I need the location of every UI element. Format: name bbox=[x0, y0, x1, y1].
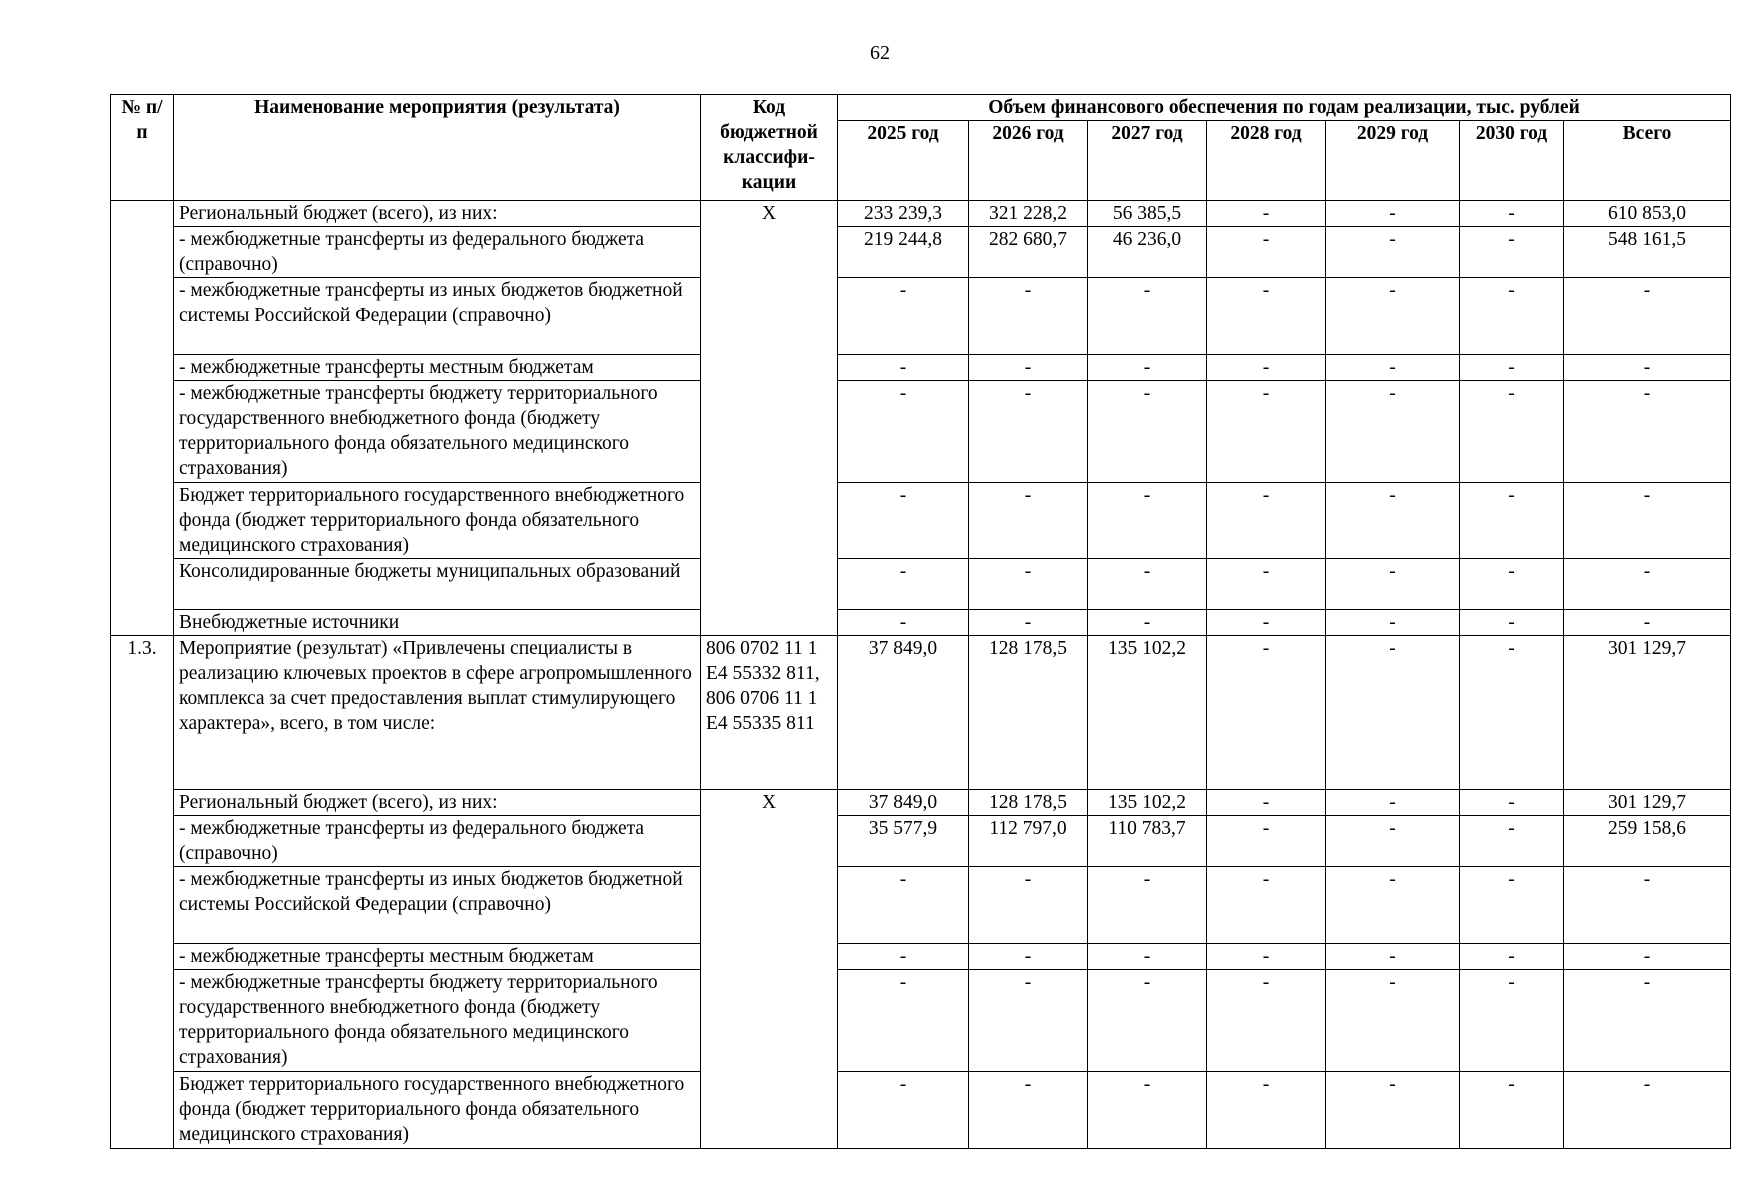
table-row bbox=[111, 867, 1731, 944]
value-cell: 112 797,0 bbox=[969, 816, 1088, 867]
value-cell: - bbox=[838, 867, 969, 944]
value-cell: 35 577,9 bbox=[838, 816, 969, 867]
value-cell: - bbox=[1326, 867, 1460, 944]
value-cell: - bbox=[1460, 944, 1564, 970]
value-cell: - bbox=[1207, 790, 1326, 816]
table-row bbox=[111, 227, 1731, 278]
value-cell: - bbox=[1460, 636, 1564, 790]
table-row bbox=[111, 944, 1731, 970]
value-cell: - bbox=[838, 483, 969, 559]
value-cell: - bbox=[1207, 1072, 1326, 1149]
row-name: - межбюджетные трансферты из федерального бюджета (справочно) bbox=[174, 816, 701, 867]
value-cell: - bbox=[1326, 278, 1460, 355]
value-cell: - bbox=[1460, 559, 1564, 610]
value-cell: - bbox=[1460, 381, 1564, 483]
row-name: Региональный бюджет (всего), из них: bbox=[174, 201, 701, 227]
value-cell: - bbox=[1326, 1072, 1460, 1149]
value-cell: - bbox=[1207, 381, 1326, 483]
table-row bbox=[111, 278, 1731, 355]
value-cell: - bbox=[1088, 610, 1207, 636]
value-cell: - bbox=[1460, 278, 1564, 355]
value-cell: - bbox=[1326, 790, 1460, 816]
value-cell: 56 385,5 bbox=[1088, 201, 1207, 227]
value-cell: - bbox=[1564, 970, 1731, 1072]
value-cell: - bbox=[1564, 944, 1731, 970]
value-cell: - bbox=[838, 970, 969, 1072]
table-row bbox=[111, 355, 1731, 381]
value-cell: - bbox=[838, 559, 969, 610]
budget-code: 806 0702 11 1 Е4 55332 811, 806 0706 11 1 Е4 55335 811 bbox=[701, 636, 838, 790]
value-cell: - bbox=[1564, 610, 1731, 636]
value-cell: - bbox=[1326, 610, 1460, 636]
value-cell: 110 783,7 bbox=[1088, 816, 1207, 867]
table-row bbox=[111, 790, 1731, 816]
header-year: 2026 год bbox=[969, 121, 1088, 201]
value-cell: - bbox=[1088, 483, 1207, 559]
row-name: - межбюджетные трансферты местным бюджетам bbox=[174, 944, 701, 970]
value-cell: - bbox=[1460, 201, 1564, 227]
value-cell: - bbox=[1088, 867, 1207, 944]
value-cell: - bbox=[1460, 610, 1564, 636]
value-cell: - bbox=[1564, 355, 1731, 381]
value-cell: - bbox=[838, 278, 969, 355]
row-name: Региональный бюджет (всего), из них: bbox=[174, 790, 701, 816]
value-cell: 301 129,7 bbox=[1564, 790, 1731, 816]
value-cell: - bbox=[838, 1072, 969, 1149]
value-cell: - bbox=[1207, 636, 1326, 790]
row-name: - межбюджетные трансферты из иных бюджетов бюджетной системы Российской Федерации (справочно) bbox=[174, 278, 701, 355]
value-cell: - bbox=[1326, 816, 1460, 867]
value-cell: - bbox=[1088, 970, 1207, 1072]
value-cell: - bbox=[1564, 381, 1731, 483]
value-cell: - bbox=[1207, 483, 1326, 559]
value-cell: - bbox=[1460, 790, 1564, 816]
value-cell: 548 161,5 bbox=[1564, 227, 1731, 278]
row-name: - межбюджетные трансферты бюджету территориального государственного внебюджетного фонда (бюджету территориального фонда обязательного медицинского страхования) bbox=[174, 381, 701, 483]
value-cell: - bbox=[1460, 355, 1564, 381]
value-cell: - bbox=[969, 970, 1088, 1072]
value-cell: - bbox=[1088, 1072, 1207, 1149]
value-cell: - bbox=[1326, 559, 1460, 610]
header-year: 2025 год bbox=[838, 121, 969, 201]
financing-table bbox=[110, 94, 1731, 1149]
value-cell: - bbox=[1326, 201, 1460, 227]
value-cell: 282 680,7 bbox=[969, 227, 1088, 278]
table-row bbox=[111, 636, 1731, 790]
page-number: 62 bbox=[870, 42, 890, 64]
value-cell: - bbox=[1460, 970, 1564, 1072]
value-cell: - bbox=[1460, 816, 1564, 867]
value-cell: 135 102,2 bbox=[1088, 790, 1207, 816]
row-name: Бюджет территориального государственного внебюджетного фонда (бюджет территориального фонда обязательного медицинского страхования) bbox=[174, 483, 701, 559]
row-name: - межбюджетные трансферты бюджету территориального государственного внебюджетного фонда (бюджету территориального фонда обязательного медицинского страхования) bbox=[174, 970, 701, 1072]
value-cell: - bbox=[1326, 944, 1460, 970]
budget-code: X bbox=[701, 201, 838, 636]
table-row bbox=[111, 816, 1731, 867]
value-cell: - bbox=[1088, 381, 1207, 483]
row-name: Консолидированные бюджеты муниципальных образований bbox=[174, 559, 701, 610]
value-cell: - bbox=[969, 483, 1088, 559]
value-cell: - bbox=[1460, 483, 1564, 559]
value-cell: 128 178,5 bbox=[969, 790, 1088, 816]
header-financing-group: Объем финансового обеспечения по годам реализации, тыс. рублей bbox=[838, 95, 1731, 121]
row-name: - межбюджетные трансферты из федерального бюджета (справочно) bbox=[174, 227, 701, 278]
row-number: 1.3. bbox=[111, 636, 174, 1149]
row-name: Внебюджетные источники bbox=[174, 610, 701, 636]
value-cell: - bbox=[1088, 355, 1207, 381]
value-cell: - bbox=[1207, 201, 1326, 227]
value-cell: - bbox=[1326, 381, 1460, 483]
value-cell: - bbox=[1207, 227, 1326, 278]
table-row bbox=[111, 970, 1731, 1072]
value-cell: - bbox=[1460, 867, 1564, 944]
value-cell: - bbox=[1326, 636, 1460, 790]
value-cell: - bbox=[1088, 944, 1207, 970]
value-cell: - bbox=[969, 867, 1088, 944]
value-cell: - bbox=[969, 610, 1088, 636]
value-cell: - bbox=[1207, 610, 1326, 636]
table-row bbox=[111, 1072, 1731, 1149]
header-num: № п/п bbox=[111, 95, 174, 201]
value-cell: 128 178,5 bbox=[969, 636, 1088, 790]
value-cell: 610 853,0 bbox=[1564, 201, 1731, 227]
value-cell: - bbox=[1460, 227, 1564, 278]
value-cell: - bbox=[1207, 816, 1326, 867]
table-row bbox=[111, 559, 1731, 610]
value-cell: 37 849,0 bbox=[838, 636, 969, 790]
value-cell: - bbox=[1564, 278, 1731, 355]
row-name: Мероприятие (результат) «Привлечены специалисты в реализацию ключевых проектов в сфере агропромышленного комплекса за счет предоставления выплат стимулирующего характера», всего, в том числе: bbox=[174, 636, 701, 790]
value-cell: 135 102,2 bbox=[1088, 636, 1207, 790]
value-cell: 301 129,7 bbox=[1564, 636, 1731, 790]
table-row bbox=[111, 381, 1731, 483]
header-year: 2030 год bbox=[1460, 121, 1564, 201]
header-year: 2028 год bbox=[1207, 121, 1326, 201]
value-cell: - bbox=[969, 559, 1088, 610]
header-year: 2027 год bbox=[1088, 121, 1207, 201]
row-name: - межбюджетные трансферты из иных бюджетов бюджетной системы Российской Федерации (справочно) bbox=[174, 867, 701, 944]
value-cell: - bbox=[1326, 227, 1460, 278]
header-total: Всего bbox=[1564, 121, 1731, 201]
table-row bbox=[111, 201, 1731, 227]
value-cell: 46 236,0 bbox=[1088, 227, 1207, 278]
value-cell: - bbox=[838, 381, 969, 483]
value-cell: - bbox=[838, 610, 969, 636]
value-cell: - bbox=[1207, 559, 1326, 610]
value-cell: - bbox=[838, 944, 969, 970]
value-cell: - bbox=[969, 381, 1088, 483]
value-cell: - bbox=[969, 1072, 1088, 1149]
value-cell: 37 849,0 bbox=[838, 790, 969, 816]
value-cell: - bbox=[1207, 355, 1326, 381]
value-cell: - bbox=[969, 944, 1088, 970]
value-cell: - bbox=[1564, 559, 1731, 610]
value-cell: - bbox=[1207, 970, 1326, 1072]
value-cell: - bbox=[1564, 483, 1731, 559]
header-code: Код бюджетной классифи-кации bbox=[701, 95, 838, 201]
value-cell: - bbox=[1088, 559, 1207, 610]
value-cell: 259 158,6 bbox=[1564, 816, 1731, 867]
value-cell: - bbox=[838, 355, 969, 381]
header-year: 2029 год bbox=[1326, 121, 1460, 201]
value-cell: - bbox=[1088, 278, 1207, 355]
value-cell: - bbox=[1207, 944, 1326, 970]
value-cell: - bbox=[969, 355, 1088, 381]
value-cell: - bbox=[1326, 483, 1460, 559]
budget-code: X bbox=[701, 790, 838, 1149]
table-row bbox=[111, 610, 1731, 636]
row-name: - межбюджетные трансферты местным бюджетам bbox=[174, 355, 701, 381]
row-number bbox=[111, 201, 174, 636]
value-cell: - bbox=[1564, 867, 1731, 944]
value-cell: 321 228,2 bbox=[969, 201, 1088, 227]
value-cell: - bbox=[1207, 867, 1326, 944]
value-cell: - bbox=[1207, 278, 1326, 355]
value-cell: - bbox=[1326, 355, 1460, 381]
value-cell: - bbox=[1564, 1072, 1731, 1149]
row-name: Бюджет территориального государственного внебюджетного фонда (бюджет территориального фонда обязательного медицинского страхования) bbox=[174, 1072, 701, 1149]
value-cell: - bbox=[1460, 1072, 1564, 1149]
header-name: Наименование мероприятия (результата) bbox=[174, 95, 701, 201]
value-cell: - bbox=[1326, 970, 1460, 1072]
value-cell: - bbox=[969, 278, 1088, 355]
value-cell: 219 244,8 bbox=[838, 227, 969, 278]
table-row bbox=[111, 483, 1731, 559]
value-cell: 233 239,3 bbox=[838, 201, 969, 227]
